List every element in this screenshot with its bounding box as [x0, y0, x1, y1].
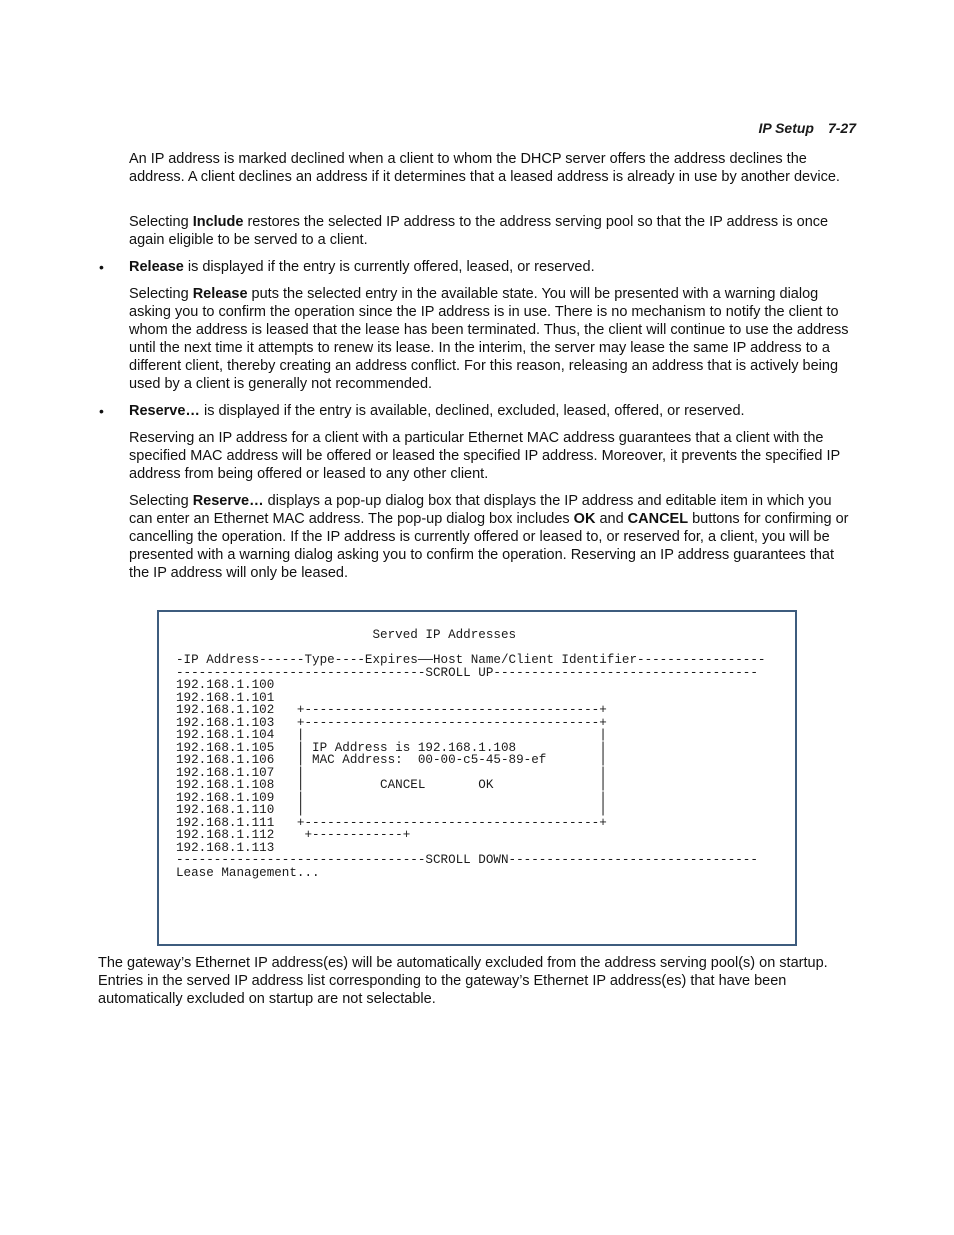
terminal-line: 192.168.1.100	[176, 678, 275, 692]
paragraph-reserving: Reserving an IP address for a client with a particular Ethernet MAC address guarantees that a client with the specified MAC address will be offered or leased the specified IP address. Moreover, it prevents the specified IP address from being offered or leased to any other client.	[129, 430, 840, 482]
section-title: IP Setup	[758, 120, 814, 136]
paragraph-reserve-dialog: Selecting Reserve… displays a pop-up dialog box that displays the IP address and editable item in which you can enter an Ethernet MAC address. The pop-up dialog box includes OK and CANCEL buttons for confirming or cancelling the operation. If the IP address is currently offered or leased to, or reserved for, a client, you will be presented with a warning dialog asking you to confirm the operation. Reserving an IP address guarantees that the IP address will only be leased.	[129, 493, 849, 581]
page-number: 7-27	[827, 120, 856, 136]
term-reserve: Reserve…	[129, 403, 200, 419]
bullet-release: •	[99, 259, 104, 275]
terminal-text	[176, 629, 765, 879]
terminal-line: ---------------------------------SCROLL UP-----------------------------------	[176, 665, 758, 680]
term-reserve-2: Reserve…	[192, 493, 264, 509]
term-release: Release	[129, 259, 184, 275]
term-release-2: Release	[192, 286, 248, 302]
running-head	[560, 120, 856, 136]
terminal-line: ---------------------------------SCROLL DOWN---------------------------------	[176, 853, 758, 867]
terminal-screenshot	[157, 610, 797, 946]
terminal-line: 192.168.1.102 +---------------------------------------+	[176, 703, 607, 717]
terminal-line: Served IP Addresses	[176, 628, 517, 642]
list-item-reserve: Reserve… is displayed if the entry is available, declined, excluded, leased, offered, or reserved.	[129, 403, 745, 419]
terminal-line: 192.168.1.107 | |	[176, 765, 607, 780]
terminal-line: Lease Management...	[176, 865, 320, 880]
term-cancel: CANCEL	[627, 511, 689, 527]
term-ok: OK	[573, 511, 596, 527]
bullet-reserve: •	[99, 403, 104, 419]
list-item-release: Release is displayed if the entry is currently offered, leased, or reserved.	[129, 259, 595, 275]
paragraph-closing: The gateway’s Ethernet IP address(es) will be automatically excluded from the address serving pool(s) on startup. Entries in the served IP address list corresponding to the gateway’s Ethernet IP address(es) that have been automatically excluded on startup are not selectable.	[98, 955, 828, 1007]
terminal-line: 192.168.1.108 | CANCEL OK |	[176, 778, 607, 792]
terminal-line: 192.168.1.109 | |	[176, 790, 607, 805]
terminal-line: 192.168.1.101	[176, 690, 275, 705]
term-include: Include	[192, 214, 244, 230]
paragraph-include: Selecting Include restores the selected IP address to the address serving pool so that the IP address is once again eligible to be served to a client.	[129, 214, 829, 248]
terminal-line: 192.168.1.110 | |	[176, 803, 607, 817]
terminal-line: 192.168.1.105 | IP Address is 192.168.1.108 |	[176, 740, 607, 755]
paragraph-release: Selecting Release puts the selected entry in the available state. You will be presented with a warning dialog asking you to confirm the operation since the IP address is in use. There is no mechanism to notify the client to whom the address is leased that the lease has been terminated. Thus, the client will continue to use the address until the next time it attempts to renew its lease. In the interim, the server may lease the same IP address to a different client, thereby creating an address conflict. For this reason, releasing an address that is actively being used by a client is generally not recommended.	[129, 286, 849, 392]
terminal-line: 192.168.1.106 | MAC Address: 00-00-c5-45-89-ef |	[176, 753, 607, 767]
terminal-line: 192.168.1.111 +---------------------------------------+	[176, 815, 607, 830]
paragraph-declined: An IP address is marked declined when a client to whom the DHCP server offers the address declines the address. A client declines an address if it determines that a leased address is already in use by another device.	[129, 151, 840, 185]
terminal-line: 192.168.1.103 +---------------------------------------+	[176, 715, 607, 730]
terminal-line: 192.168.1.113	[176, 840, 275, 855]
terminal-line: 192.168.1.112 +------------+	[176, 828, 411, 842]
terminal-line: -IP Address------Type----Expires——Host Name/Client Identifier-----------------	[176, 653, 766, 667]
terminal-line: 192.168.1.104 | |	[176, 728, 607, 742]
